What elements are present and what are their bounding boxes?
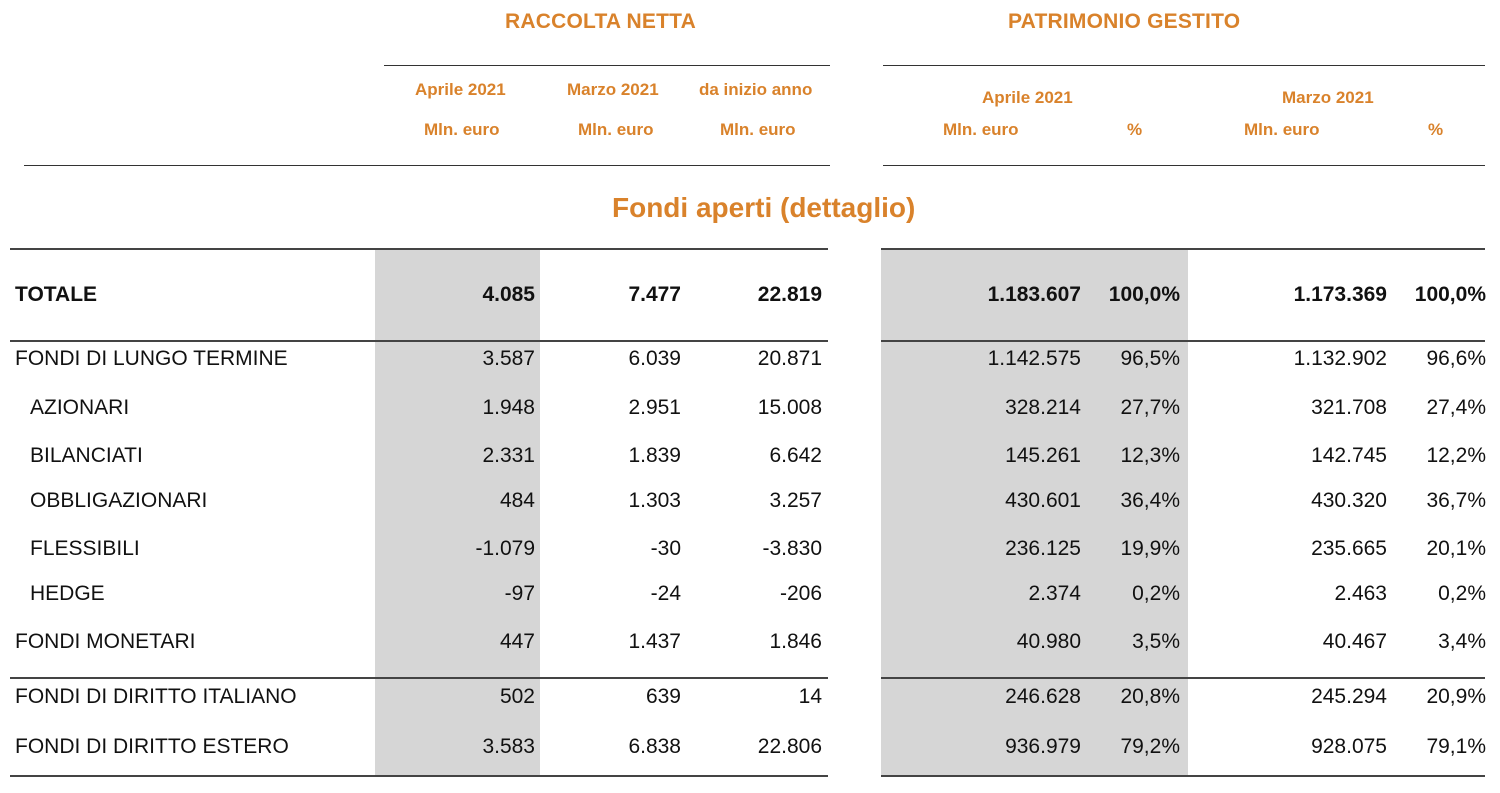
cell-pg-mar-pct: 36,7% [1426,489,1486,512]
raccolta-netta-title: RACCOLTA NETTA [505,10,696,33]
cell-pg-mar-pct: 3,4% [1438,630,1486,653]
cell-pg-mar-pct: 27,4% [1426,396,1486,419]
col-header-marzo: Marzo 2021 [567,80,659,99]
cell-pg-mar-pct: 79,1% [1426,735,1486,758]
cell-ytd: 20.871 [757,347,822,370]
col-header-aprile-unit: Mln. euro [424,120,500,139]
cell-pg-apr-pct: 20,8% [1120,685,1180,708]
cell-pg-mar-pct: 12,2% [1426,444,1486,467]
cell-apr: 4.085 [482,283,535,306]
cell-pg-apr-pct: 3,5% [1132,630,1180,653]
row-label: HEDGE [30,582,105,605]
cell-pg-mar: 245.294 [1311,685,1387,708]
cell-mar: -30 [650,537,681,560]
table-top-rule-right [881,248,1485,250]
cell-apr: 484 [499,489,535,512]
col-header-marzo-unit: Mln. euro [578,120,654,139]
cell-mar: -24 [650,582,681,605]
cell-pg-mar: 1.173.369 [1293,283,1387,306]
cell-apr: -97 [504,582,535,605]
row-label: OBBLIGAZIONARI [30,489,208,512]
header-bottom-rule-right [883,165,1485,166]
cell-mar: 6.838 [628,735,681,758]
diritto-rule-right [881,677,1485,679]
patrimonio-gestito-title: PATRIMONIO GESTITO [1008,10,1241,33]
cell-pg-apr: 246.628 [1005,685,1081,708]
cell-pg-mar: 2.463 [1334,582,1387,605]
cell-ytd: -206 [779,582,822,605]
cell-pg-apr: 328.214 [1005,396,1081,419]
cell-pg-apr: 145.261 [1005,444,1081,467]
row-label: FONDI MONETARI [15,630,196,653]
patrimonio-header-rule [883,65,1485,66]
cell-pg-mar: 928.075 [1311,735,1387,758]
section-title: Fondi aperti (dettaglio) [612,192,916,223]
cell-pg-mar: 40.467 [1322,630,1387,653]
cell-mar: 1.437 [628,630,681,653]
cell-apr: -1.079 [475,537,535,560]
row-label: FONDI DI LUNGO TERMINE [15,347,288,370]
cell-apr: 447 [499,630,535,653]
header-bottom-rule-left [24,165,830,166]
cell-pg-apr-pct: 19,9% [1120,537,1180,560]
cell-ytd: 14 [798,685,822,708]
cell-pg-mar-pct: 20,9% [1426,685,1486,708]
cell-ytd: 3.257 [769,489,822,512]
cell-mar: 2.951 [628,396,681,419]
cell-pg-apr-pct: 27,7% [1120,396,1180,419]
row-label: FONDI DI DIRITTO ITALIANO [15,685,297,708]
cell-pg-mar: 235.665 [1311,537,1387,560]
cell-pg-mar: 430.320 [1311,489,1387,512]
cell-ytd: 6.642 [769,444,822,467]
cell-apr: 1.948 [482,396,535,419]
row-label: BILANCIATI [30,444,143,467]
cell-pg-apr: 1.142.575 [987,347,1081,370]
cell-pg-apr-pct: 0,2% [1132,582,1180,605]
cell-pg-mar-pct: 0,2% [1438,582,1486,605]
cell-ytd: -3.830 [762,537,822,560]
cell-mar: 1.303 [628,489,681,512]
col-header-aprile: Aprile 2021 [415,80,506,99]
cell-apr: 502 [499,685,535,708]
cell-apr: 3.587 [482,347,535,370]
cell-pg-apr: 2.374 [1028,582,1081,605]
cell-pg-mar-pct: 100,0% [1414,283,1486,306]
row-label: FONDI DI DIRITTO ESTERO [15,735,289,758]
table-bottom-rule-left [10,775,828,777]
cell-pg-mar: 321.708 [1311,396,1387,419]
cell-apr: 2.331 [482,444,535,467]
totale-rule-left [10,340,828,342]
cell-mar: 639 [645,685,681,708]
col-header-ytd-unit: Mln. euro [720,120,796,139]
col-header-pg-aprile: Aprile 2021 [982,88,1073,107]
cell-pg-mar-pct: 96,6% [1426,347,1486,370]
totale-rule-right [881,340,1485,342]
cell-apr: 3.583 [482,735,535,758]
col-header-pg-marzo: Marzo 2021 [1282,88,1374,107]
cell-pg-apr: 430.601 [1005,489,1081,512]
cell-pg-apr-pct: 100,0% [1108,283,1180,306]
col-header-pg-marzo-pct: % [1428,120,1444,139]
row-label: TOTALE [15,283,98,306]
diritto-rule-left [10,677,828,679]
cell-pg-apr-pct: 79,2% [1120,735,1180,758]
cell-pg-apr-pct: 36,4% [1120,489,1180,512]
cell-ytd: 1.846 [769,630,822,653]
cell-pg-apr: 936.979 [1005,735,1081,758]
col-header-ytd: da inizio anno [699,80,813,99]
col-header-pg-aprile-unit: Mln. euro [943,120,1019,139]
cell-mar: 1.839 [628,444,681,467]
cell-pg-apr-pct: 96,5% [1120,347,1180,370]
cell-ytd: 22.819 [757,283,822,306]
cell-pg-apr: 1.183.607 [987,283,1081,306]
cell-pg-mar: 142.745 [1311,444,1387,467]
row-label: FLESSIBILI [30,537,140,560]
table-top-rule-left [10,248,828,250]
table-bottom-rule-right [881,775,1485,777]
cell-mar: 7.477 [628,283,681,306]
cell-ytd: 15.008 [757,396,822,419]
cell-mar: 6.039 [628,347,681,370]
cell-pg-apr-pct: 12,3% [1120,444,1180,467]
col-header-pg-aprile-pct: % [1127,120,1143,139]
cell-ytd: 22.806 [757,735,822,758]
cell-pg-apr: 236.125 [1005,537,1081,560]
cell-pg-apr: 40.980 [1016,630,1081,653]
raccolta-header-rule [384,65,830,66]
cell-pg-mar-pct: 20,1% [1426,537,1486,560]
row-label: AZIONARI [30,396,130,419]
cell-pg-mar: 1.132.902 [1293,347,1387,370]
col-header-pg-marzo-unit: Mln. euro [1244,120,1320,139]
